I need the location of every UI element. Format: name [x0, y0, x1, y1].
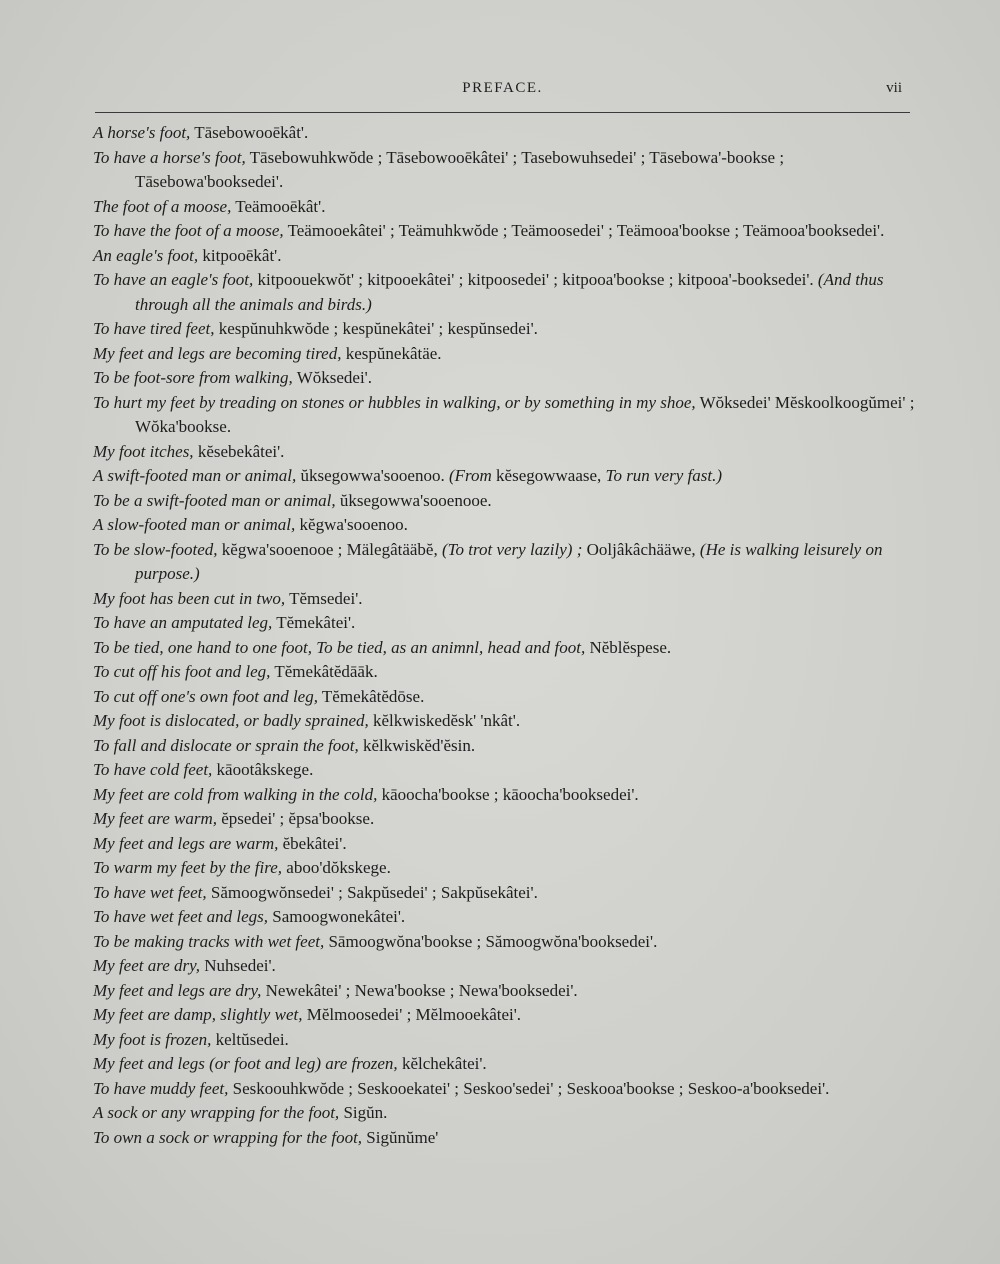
english-phrase: To have a horse's foot,	[93, 147, 246, 167]
native-translation: kĕlchekâtei'.	[397, 1054, 487, 1073]
english-phrase: To have muddy feet,	[93, 1078, 229, 1098]
english-phrase: A sock or any wrapping for the foot,	[93, 1103, 340, 1122]
english-phrase: To have wet feet and legs,	[93, 907, 269, 926]
vocabulary-entry	[93, 195, 915, 220]
english-phrase: My feet and legs (or foot and leg) are frozen,	[93, 1054, 398, 1073]
english-phrase: To hurt my feet by treading on stones or hubbles in walking, or by something in my shoe,	[93, 392, 696, 412]
native-translation: Tāsebowuhkwŏde ; Tāsebowooēkâtei' ; Tasebowuhsedei' ; Tāsebowa'-bookse ; Tāsebowa'booksedei'.	[135, 147, 785, 191]
page-header	[95, 76, 910, 113]
native-translation: kĕgwa'sooenooe ; Mälegâtääbĕ,	[217, 539, 442, 559]
vocabulary-entry	[93, 1101, 915, 1126]
native-translation: Tāsebowooēkât'.	[190, 123, 309, 142]
english-phrase: To have the foot of a moose,	[93, 221, 284, 240]
vocabulary-entry	[93, 856, 915, 881]
native-translation: Tĕmekâtĕdāāk.	[270, 662, 378, 681]
native-translation: ŭksegowwa'sooenooe.	[335, 490, 492, 510]
vocabulary-entry	[93, 1052, 915, 1077]
english-phrase: To have an amputated leg,	[93, 613, 273, 632]
page-number: vii	[886, 80, 902, 96]
english-phrase: To fall and dislocate or sprain the foot,	[93, 735, 359, 755]
running-title: PREFACE.	[462, 80, 543, 96]
english-phrase: To have cold feet,	[93, 760, 213, 779]
english-phrase: To be making tracks with wet feet,	[93, 931, 325, 951]
editorial-note: (He is walking leisurely on purpose.)	[135, 539, 883, 583]
vocabulary-entry	[93, 513, 915, 538]
english-phrase: My feet are warm,	[93, 809, 218, 828]
english-phrase: To have tired feet,	[93, 319, 215, 338]
vocabulary-entry	[93, 979, 915, 1004]
vocabulary-entry	[93, 1077, 915, 1102]
english-phrase: To have an eagle's foot,	[93, 270, 254, 289]
vocabulary-entry	[93, 489, 915, 514]
english-phrase: To be a swift-footed man or animal,	[93, 490, 336, 510]
native-translation: Tĕmsedei'.	[285, 588, 363, 608]
native-translation: Tĕmekâtei'.	[272, 613, 356, 632]
vocabulary-entry	[93, 268, 915, 317]
english-phrase: To warm my feet by the fire,	[93, 858, 283, 877]
vocabulary-entry	[93, 1126, 915, 1151]
vocabulary-entry	[93, 954, 915, 979]
native-translation: kāootâkskege.	[212, 760, 314, 779]
native-translation: kāoocha'bookse ; kāoocha'booksedei'.	[377, 784, 639, 804]
vocabulary-entry	[93, 1028, 915, 1053]
editorial-note: (From	[448, 466, 497, 485]
native-translation: kĕlkwiskĕd'ĕsin.	[358, 735, 476, 755]
vocabulary-entry	[93, 611, 915, 636]
vocabulary-entry	[93, 146, 915, 195]
native-translation: kĕgwa'sooenoo.	[295, 515, 408, 534]
native-translation: Nĕblĕspese.	[585, 637, 672, 657]
english-phrase: A swift-footed man or animal,	[93, 466, 297, 485]
native-translation: Samoogwonekâtei'.	[268, 907, 406, 926]
english-phrase: My feet and legs are dry,	[93, 980, 262, 1000]
native-translation: kespŭnuhkwŏde ; kespŭnekâtei' ; kespŭnsedei'.	[214, 319, 538, 338]
native-translation: kespŭnekâtäe.	[341, 343, 442, 363]
english-phrase: My feet and legs are warm,	[93, 833, 279, 853]
native-translation: Teämooēkât'.	[231, 196, 326, 216]
vocabulary-entry	[93, 709, 915, 734]
native-translation: kĕsebekâtei'.	[193, 441, 285, 461]
native-translation: ĕpsedei' ; ĕpsa'bookse.	[217, 809, 375, 828]
vocabulary-entry	[93, 1003, 915, 1028]
native-translation: Wŏksedei' Mĕskoolkoogŭmei' ; Wŏka'bookse.	[135, 392, 915, 436]
vocabulary-entry	[93, 244, 915, 269]
english-phrase: A horse's foot,	[93, 123, 191, 142]
native-translation: kitpooēkât'.	[198, 245, 282, 265]
native-translation: ŭksegowwa'sooenoo.	[296, 466, 449, 485]
english-phrase: My foot itches,	[93, 441, 194, 461]
vocabulary-entry	[93, 758, 915, 783]
vocabulary-entry	[93, 832, 915, 857]
native-translation: Nuhsedei'.	[200, 956, 276, 975]
native-translation: Ooljâkâchääwe,	[582, 539, 700, 559]
english-phrase: To be tied, one hand to one foot, To be tied, as an animnl, head and foot,	[93, 637, 586, 657]
native-translation: aboo'dŏkskege.	[282, 858, 391, 877]
vocabulary-entry	[93, 219, 915, 244]
native-translation: Mĕlmoosedei' ; Mĕlmooekâtei'.	[302, 1005, 522, 1024]
english-phrase: To own a sock or wrapping for the foot,	[93, 1127, 363, 1147]
native-translation: Wŏksedei'.	[292, 368, 372, 387]
vocabulary-entry	[93, 930, 915, 955]
vocabulary-entry	[93, 905, 915, 930]
native-translation: Newekâtei' ; Newa'bookse ; Newa'booksedei'.	[261, 980, 578, 1000]
native-translation: kĕlkwiskedĕsk' 'nkât'.	[368, 711, 521, 730]
note-native-word: kĕsegowwaase,	[496, 466, 602, 485]
native-translation: Tĕmekâtĕdōse.	[317, 686, 425, 706]
native-translation: Seskoouhkwŏde ; Seskooekatei' ; Seskoo'sedei' ; Seskooa'bookse ; Seskoo-a'booksedei'.	[228, 1078, 830, 1098]
english-phrase: An eagle's foot,	[93, 245, 199, 265]
english-phrase: To cut off one's own foot and leg,	[93, 686, 318, 706]
english-phrase: To have wet feet,	[93, 882, 207, 902]
vocabulary-entry	[93, 685, 915, 710]
english-phrase: To cut off his foot and leg,	[93, 662, 271, 681]
vocabulary-entry	[93, 121, 915, 146]
vocabulary-entry	[93, 464, 915, 489]
vocabulary-entry	[93, 538, 915, 587]
vocabulary-entry	[93, 734, 915, 759]
english-phrase: A slow-footed man or animal,	[93, 515, 296, 534]
vocabulary-entry	[93, 317, 915, 342]
english-phrase: To be foot-sore from walking,	[93, 368, 293, 387]
english-phrase: My foot has been cut in two,	[93, 588, 286, 608]
vocabulary-entry	[93, 636, 915, 661]
english-phrase: The foot of a moose,	[93, 196, 232, 216]
english-phrase: My foot is dislocated, or badly sprained,	[93, 711, 369, 730]
vocabulary-entry	[93, 660, 915, 685]
vocabulary-entry	[93, 587, 915, 612]
editorial-note: To run very fast.)	[601, 466, 723, 485]
editorial-note: (And thus through all the animals and birds.)	[135, 270, 884, 314]
vocabulary-entry	[93, 881, 915, 906]
native-translation: kitpoouekwŏt' ; kitpooekâtei' ; kitpoosedei' ; kitpooa'bookse ; kitpooa'-booksedei'.	[253, 270, 818, 289]
english-phrase: To be slow-footed,	[93, 539, 218, 559]
english-phrase: My feet and legs are becoming tired,	[93, 343, 342, 363]
native-translation: Sigŭnŭme'	[362, 1127, 439, 1147]
english-phrase: My feet are dry,	[93, 956, 200, 975]
english-phrase: My foot is frozen,	[93, 1029, 212, 1049]
native-translation: Sămoogwŏnsedei' ; Sakpŭsedei' ; Sakpŭsekâtei'.	[206, 882, 538, 902]
vocabulary-entry	[93, 440, 915, 465]
vocabulary-entry	[93, 391, 915, 440]
vocabulary-entry	[93, 807, 915, 832]
vocabulary-list	[93, 121, 915, 1150]
vocabulary-entry	[93, 366, 915, 391]
english-phrase: My feet are cold from walking in the cold,	[93, 784, 378, 804]
native-translation: keltŭsedei.	[211, 1029, 289, 1049]
native-translation: Teämooekâtei' ; Teämuhkwŏde ; Teämoosedei' ; Teämooa'bookse ; Teämooa'booksedei'.	[283, 221, 885, 240]
english-phrase: My feet are damp, slightly wet,	[93, 1005, 303, 1024]
vocabulary-entry	[93, 342, 915, 367]
native-translation: Sāmoogwŏna'bookse ; Sămoogwŏna'booksedei'.	[324, 931, 658, 951]
vocabulary-entry	[93, 783, 915, 808]
native-translation: ĕbekâtei'.	[278, 833, 347, 853]
native-translation: Sigŭn.	[339, 1103, 388, 1122]
editorial-note: (To trot very lazily) ;	[441, 539, 583, 559]
